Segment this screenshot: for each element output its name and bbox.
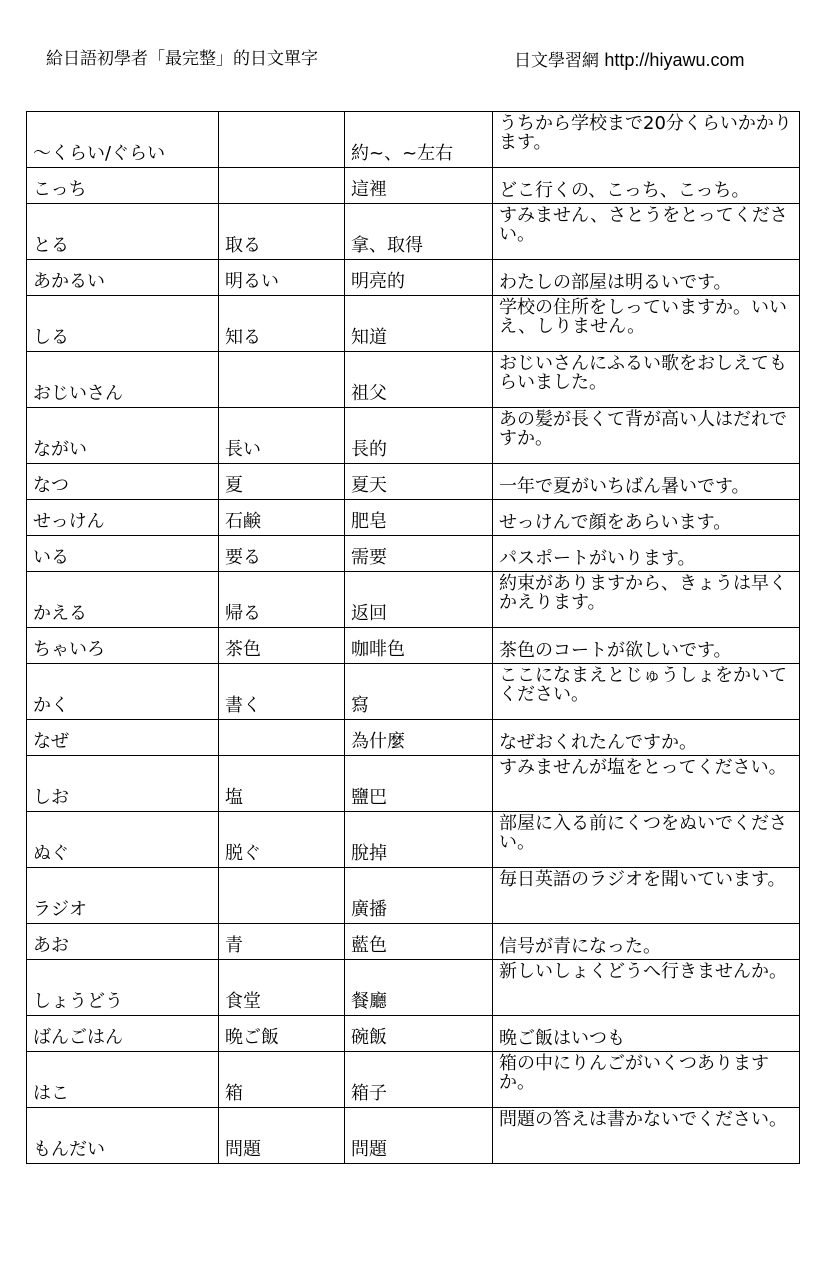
kanji-cell: 長い — [219, 408, 345, 464]
meaning-cell: 返回 — [345, 572, 493, 628]
kana-cell: しお — [27, 756, 219, 812]
table-row — [27, 500, 800, 536]
kana-cell: はこ — [27, 1052, 219, 1108]
example-cell: 約束がありますから、きょうは早くかえります。 — [493, 572, 800, 628]
meaning-cell: 約~、~左右 — [345, 112, 493, 168]
table-row — [27, 352, 800, 408]
kana-cell: もんだい — [27, 1108, 219, 1164]
kanji-cell: 脱ぐ — [219, 812, 345, 868]
example-cell: パスポートがいります。 — [493, 536, 800, 572]
meaning-cell: 為什麼 — [345, 720, 493, 756]
example-cell: 学校の住所をしっていますか。いいえ、しりません。 — [493, 296, 800, 352]
meaning-cell: 夏天 — [345, 464, 493, 500]
meaning-cell: 拿、取得 — [345, 204, 493, 260]
example-cell: せっけんで顔をあらいます。 — [493, 500, 800, 536]
kanji-cell: 箱 — [219, 1052, 345, 1108]
meaning-cell: 寫 — [345, 664, 493, 720]
example-cell: わたしの部屋は明るいです。 — [493, 260, 800, 296]
meaning-cell: 箱子 — [345, 1052, 493, 1108]
example-cell: おじいさんにふるい歌をおしえてもらいました。 — [493, 352, 800, 408]
table-row — [27, 812, 800, 868]
table-row — [27, 204, 800, 260]
kanji-cell: 取る — [219, 204, 345, 260]
table-row — [27, 960, 800, 1016]
table-row — [27, 1052, 800, 1108]
table-row — [27, 464, 800, 500]
example-cell: 部屋に入る前にくつをぬいでください。 — [493, 812, 800, 868]
kanji-cell: 石鹸 — [219, 500, 345, 536]
example-cell: 問題の答えは書かないでください。 — [493, 1108, 800, 1164]
meaning-cell: 咖啡色 — [345, 628, 493, 664]
site-url[interactable]: http://hiyawu.com — [604, 50, 745, 70]
kana-cell: ～くらい/ぐらい — [27, 112, 219, 168]
kana-cell: ラジオ — [27, 868, 219, 924]
kana-cell: なぜ — [27, 720, 219, 756]
kanji-cell — [219, 352, 345, 408]
table-row — [27, 112, 800, 168]
kanji-cell: 書く — [219, 664, 345, 720]
kana-cell: ながい — [27, 408, 219, 464]
table-row — [27, 260, 800, 296]
meaning-cell: 明亮的 — [345, 260, 493, 296]
kana-cell: ばんごはん — [27, 1016, 219, 1052]
kana-cell: かえる — [27, 572, 219, 628]
meaning-cell: 肥皂 — [345, 500, 493, 536]
table-row — [27, 296, 800, 352]
kanji-cell — [219, 868, 345, 924]
meaning-cell: 碗飯 — [345, 1016, 493, 1052]
meaning-cell: 問題 — [345, 1108, 493, 1164]
table-row — [27, 168, 800, 204]
kana-cell: こっち — [27, 168, 219, 204]
site-credit — [514, 46, 744, 71]
example-cell: あの髪が長くて背が高い人はだれですか。 — [493, 408, 800, 464]
example-cell: 箱の中にりんごがいくつありますか。 — [493, 1052, 800, 1108]
meaning-cell: 這裡 — [345, 168, 493, 204]
kana-cell: ぬぐ — [27, 812, 219, 868]
table-row — [27, 720, 800, 756]
kanji-cell: 茶色 — [219, 628, 345, 664]
table-row — [27, 1016, 800, 1052]
page-title: 給日語初學者「最完整」的日文單字 — [46, 49, 318, 69]
meaning-cell: 餐廳 — [345, 960, 493, 1016]
example-cell: 新しいしょくどうへ行きませんか。 — [493, 960, 800, 1016]
kanji-cell: 知る — [219, 296, 345, 352]
kana-cell: あかるい — [27, 260, 219, 296]
kana-cell: おじいさん — [27, 352, 219, 408]
kanji-cell — [219, 720, 345, 756]
kana-cell: あお — [27, 924, 219, 960]
vocabulary-table — [26, 111, 800, 1164]
table-row — [27, 1108, 800, 1164]
meaning-cell: 藍色 — [345, 924, 493, 960]
meaning-cell: 需要 — [345, 536, 493, 572]
table-row — [27, 572, 800, 628]
example-cell: うちから学校まで20分くらいかかります。 — [493, 112, 800, 168]
example-cell: すみませんが塩をとってください。 — [493, 756, 800, 812]
kanji-cell: 青 — [219, 924, 345, 960]
meaning-cell: 脫掉 — [345, 812, 493, 868]
kana-cell: しょうどう — [27, 960, 219, 1016]
example-cell: 毎日英語のラジオを聞いています。 — [493, 868, 800, 924]
site-name: 日文學習網 — [514, 51, 599, 71]
kanji-cell: 問題 — [219, 1108, 345, 1164]
kanji-cell: 夏 — [219, 464, 345, 500]
kanji-cell: 塩 — [219, 756, 345, 812]
table-row — [27, 408, 800, 464]
example-cell: ここになまえとじゅうしょをかいてください。 — [493, 664, 800, 720]
meaning-cell: 長的 — [345, 408, 493, 464]
table-row — [27, 924, 800, 960]
example-cell: なぜおくれたんですか。 — [493, 720, 800, 756]
table-row — [27, 664, 800, 720]
meaning-cell: 廣播 — [345, 868, 493, 924]
kana-cell: かく — [27, 664, 219, 720]
kana-cell: いる — [27, 536, 219, 572]
meaning-cell: 祖父 — [345, 352, 493, 408]
kanji-cell: 明るい — [219, 260, 345, 296]
example-cell: 晩ご飯はいつも — [493, 1016, 800, 1052]
kana-cell: とる — [27, 204, 219, 260]
kana-cell: ちゃいろ — [27, 628, 219, 664]
kana-cell: なつ — [27, 464, 219, 500]
kanji-cell: 晩ご飯 — [219, 1016, 345, 1052]
example-cell: どこ行くの、こっち、こっち。 — [493, 168, 800, 204]
table-row — [27, 756, 800, 812]
meaning-cell: 鹽巴 — [345, 756, 493, 812]
example-cell: すみません、さとうをとってください。 — [493, 204, 800, 260]
kanji-cell — [219, 112, 345, 168]
table-row — [27, 868, 800, 924]
kana-cell: せっけん — [27, 500, 219, 536]
table-row — [27, 536, 800, 572]
table-row — [27, 628, 800, 664]
example-cell: 茶色のコートが欲しいです。 — [493, 628, 800, 664]
example-cell: 一年で夏がいちばん暑いです。 — [493, 464, 800, 500]
kanji-cell — [219, 168, 345, 204]
meaning-cell: 知道 — [345, 296, 493, 352]
kanji-cell: 要る — [219, 536, 345, 572]
kana-cell: しる — [27, 296, 219, 352]
example-cell: 信号が青になった。 — [493, 924, 800, 960]
kanji-cell: 帰る — [219, 572, 345, 628]
kanji-cell: 食堂 — [219, 960, 345, 1016]
